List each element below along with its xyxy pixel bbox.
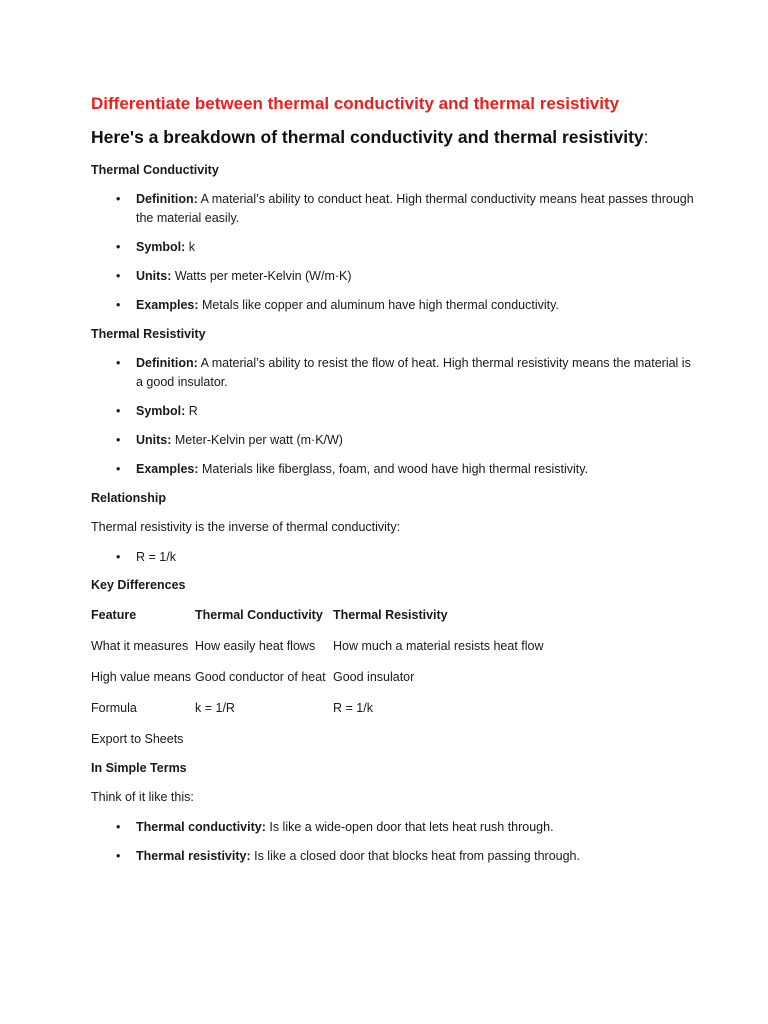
list-item-resistivity-examples — [136, 460, 696, 479]
table-header-resistivity: Thermal Resistivity — [333, 608, 448, 622]
section-heading-relationship: Relationship — [91, 491, 167, 505]
item-label: Examples: — [136, 298, 199, 312]
item-label: Thermal resistivity: — [136, 849, 251, 863]
item-text: A material’s ability to resist the flow of heat. High thermal resistivity means the material is a good insulator. — [136, 356, 691, 389]
item-label: Definition: — [136, 356, 198, 370]
table-cell: How much a material resists heat flow — [333, 639, 544, 653]
bullet-icon: • — [116, 192, 121, 206]
subtitle-text: Here's a breakdown of thermal conductivity and thermal resistivity — [91, 127, 644, 147]
item-text: A material’s ability to conduct heat. High thermal conductivity means heat passes through the material easily. — [136, 192, 694, 225]
item-text: Meter-Kelvin per watt (m·K/W) — [171, 433, 343, 447]
item-label: Thermal conductivity: — [136, 820, 266, 834]
bullet-icon: • — [116, 240, 121, 254]
bullet-icon: • — [116, 356, 121, 370]
bullet-icon: • — [116, 820, 121, 834]
table-cell: High value means — [91, 670, 192, 684]
bullet-icon: • — [116, 462, 121, 476]
item-label: Symbol: — [136, 240, 186, 254]
bullet-icon: • — [116, 550, 121, 564]
list-item-conductivity-symbol — [136, 238, 696, 257]
bullet-icon: • — [116, 269, 121, 283]
item-label: Examples: — [136, 462, 199, 476]
list-item-resistivity-symbol — [136, 402, 696, 421]
subtitle-colon: : — [643, 127, 649, 147]
table-cell: What it measures — [91, 639, 189, 653]
item-label: Units: — [136, 433, 172, 447]
list-item-formula: R = 1/k — [136, 550, 176, 564]
list-item-simple-conductivity — [136, 818, 696, 837]
section-heading-conductivity: Thermal Conductivity — [91, 163, 219, 177]
item-label: Units: — [136, 269, 172, 283]
table-cell: Good insulator — [333, 670, 415, 684]
list-item-resistivity-definition — [136, 354, 696, 392]
item-text: Is like a closed door that blocks heat from passing through. — [250, 849, 580, 863]
bullet-icon: • — [116, 849, 121, 863]
list-item-simple-resistivity — [136, 847, 696, 866]
export-to-sheets-link[interactable]: Export to Sheets — [91, 732, 184, 746]
item-text: R — [185, 404, 198, 418]
simple-intro-text: Think of it like this: — [91, 790, 194, 804]
section-heading-simple: In Simple Terms — [91, 761, 187, 775]
document-subtitle — [91, 127, 649, 148]
bullet-icon: • — [116, 298, 121, 312]
table-cell: Formula — [91, 701, 137, 715]
bullet-icon: • — [116, 433, 121, 447]
table-header-feature: Feature — [91, 608, 137, 622]
document-title: Differentiate between thermal conductivity and thermal resistivity — [91, 94, 620, 113]
item-text: k — [185, 240, 196, 254]
table-cell: Good conductor of heat — [195, 670, 326, 684]
table-cell: How easily heat flows — [195, 639, 316, 653]
section-heading-differences: Key Differences — [91, 578, 186, 592]
list-item-conductivity-definition — [136, 190, 696, 228]
item-text: Watts per meter-Kelvin (W/m·K) — [171, 269, 352, 283]
table-cell: k = 1/R — [195, 701, 235, 715]
item-text: Materials like fiberglass, foam, and wood have high thermal resistivity. — [198, 462, 589, 476]
item-label: Symbol: — [136, 404, 186, 418]
item-text: Metals like copper and aluminum have high thermal conductivity. — [198, 298, 559, 312]
section-heading-resistivity: Thermal Resistivity — [91, 327, 206, 341]
list-item-resistivity-units — [136, 431, 696, 450]
item-text: Is like a wide-open door that lets heat rush through. — [265, 820, 554, 834]
item-label: Definition: — [136, 192, 198, 206]
relationship-text: Thermal resistivity is the inverse of thermal conductivity: — [91, 520, 401, 534]
bullet-icon: • — [116, 404, 121, 418]
table-header-conductivity: Thermal Conductivity — [195, 608, 323, 622]
table-cell: R = 1/k — [333, 701, 373, 715]
list-item-conductivity-examples — [136, 296, 696, 315]
list-item-conductivity-units — [136, 267, 696, 286]
